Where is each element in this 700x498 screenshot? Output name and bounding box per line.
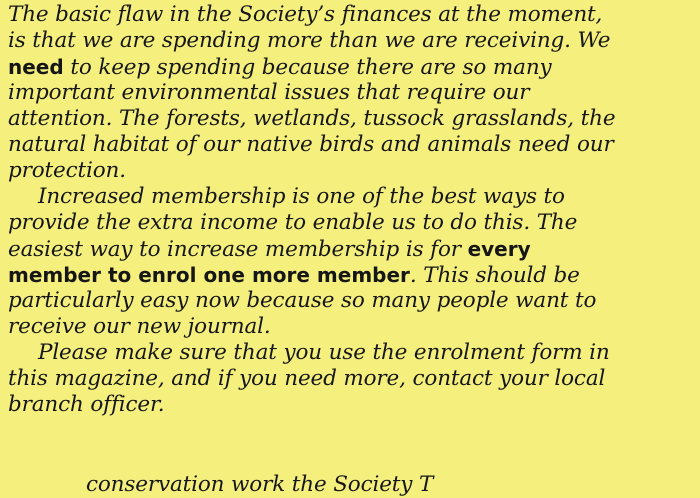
text-line: branch officer. <box>8 392 165 417</box>
text-segment: . This should be <box>409 263 580 288</box>
text-line: receive our new journal. <box>8 314 271 339</box>
text-line: this magazine, and if you need more, contact your local <box>8 366 606 391</box>
text-line: Increased membership is one of the best ways to <box>38 184 565 209</box>
text-segment: to keep spending because there are so many <box>63 55 552 80</box>
text-line <box>8 262 698 288</box>
paragraph-enrolment-form <box>8 340 698 418</box>
cut-off-text-line <box>0 472 700 498</box>
emphasis-every: every <box>467 237 531 261</box>
emphasis-need: need <box>8 55 64 79</box>
paragraph-membership <box>8 184 698 340</box>
text-line: The basic flaw in the Society’s finances at the moment, <box>8 2 603 27</box>
cut-off-text: conservation work the Society T <box>86 472 434 497</box>
text-segment: easiest way to increase membership is for <box>8 237 468 262</box>
paragraph-finances <box>8 2 698 184</box>
text-line <box>8 54 698 80</box>
text-line: important environmental issues that require our <box>8 80 530 105</box>
text-line: attention. The forests, wetlands, tussock grasslands, the <box>8 106 616 131</box>
article-text <box>8 2 698 418</box>
text-line: natural habitat of our native birds and animals need our <box>8 132 614 157</box>
text-line: particularly easy now because so many people want to <box>8 288 597 313</box>
text-line <box>8 236 698 262</box>
text-line: provide the extra income to enable us to do this. The <box>8 210 578 235</box>
emphasis-enrol-member: member to enrol one more member <box>8 263 410 287</box>
text-line: Please make sure that you use the enrolment form in <box>38 340 610 365</box>
text-line: protection. <box>8 158 126 183</box>
text-line: is that we are spending more than we are receiving. We <box>8 28 611 53</box>
